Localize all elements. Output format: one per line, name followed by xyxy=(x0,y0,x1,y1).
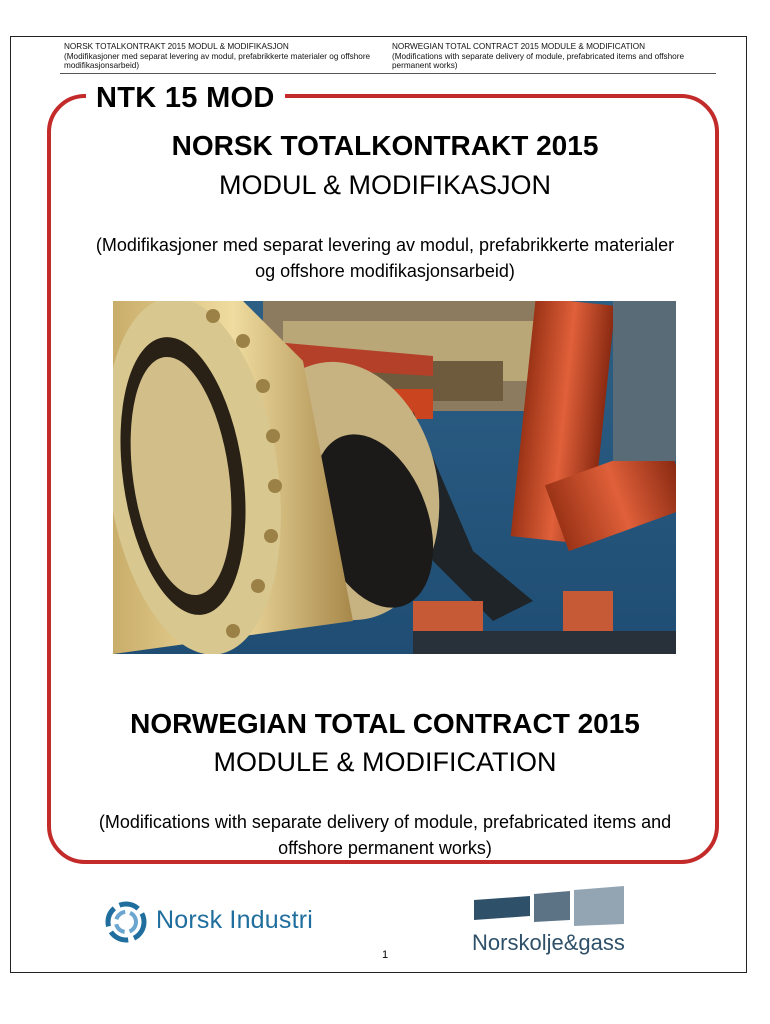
header-right-subtitle: (Modifications with separate delivery of module, prefabricated items and offshore permanent works) xyxy=(392,51,685,71)
header-left-subtitle: (Modifikasjoner med separat levering av modul, prefabrikkerte materialer og offshore modifikasjonsarbeid) xyxy=(64,51,371,71)
document-code-badge: NTK 15 MOD xyxy=(86,80,285,116)
offshore-rig-photo xyxy=(113,301,676,654)
norsk-olje-gass-logo xyxy=(472,886,662,956)
english-description: (Modifications with separate delivery of module, prefabricated items and offshore permanent works) xyxy=(98,812,672,858)
page-number: 1 xyxy=(381,949,389,961)
header-right-title: NORWEGIAN TOTAL CONTRACT 2015 MODULE & MODIFICATION xyxy=(392,42,646,51)
norsk-olje-gass-word-b: olje&gass xyxy=(529,930,625,955)
norwegian-title: NORSK TOTALKONTRAKT 2015 xyxy=(171,130,599,161)
norsk-industri-wordmark: Norsk Industri xyxy=(156,906,314,934)
norsk-olje-gass-emblem-icon xyxy=(474,886,634,928)
norwegian-description: (Modifikasjoner med separat levering av modul, prefabrikkerte materialer og offshore modifikasjonsarbeid) xyxy=(95,235,675,281)
norsk-olje-gass-wordmark xyxy=(472,930,625,956)
header-divider xyxy=(60,73,716,74)
norsk-olje-gass-word-a: Norsk xyxy=(472,930,530,955)
header-left-title: NORSK TOTALKONTRAKT 2015 MODUL & MODIFIKASJON xyxy=(64,42,289,51)
offshore-rig-illustration xyxy=(113,301,676,654)
norsk-industri-emblem-icon xyxy=(104,900,148,944)
header-left xyxy=(64,42,384,71)
english-subtitle: MODULE & MODIFICATION xyxy=(213,747,557,777)
header-right xyxy=(392,42,692,71)
norwegian-subtitle: MODUL & MODIFIKASJON xyxy=(218,170,552,200)
english-title: NORWEGIAN TOTAL CONTRACT 2015 xyxy=(130,708,640,739)
norsk-industri-logo xyxy=(104,898,324,948)
